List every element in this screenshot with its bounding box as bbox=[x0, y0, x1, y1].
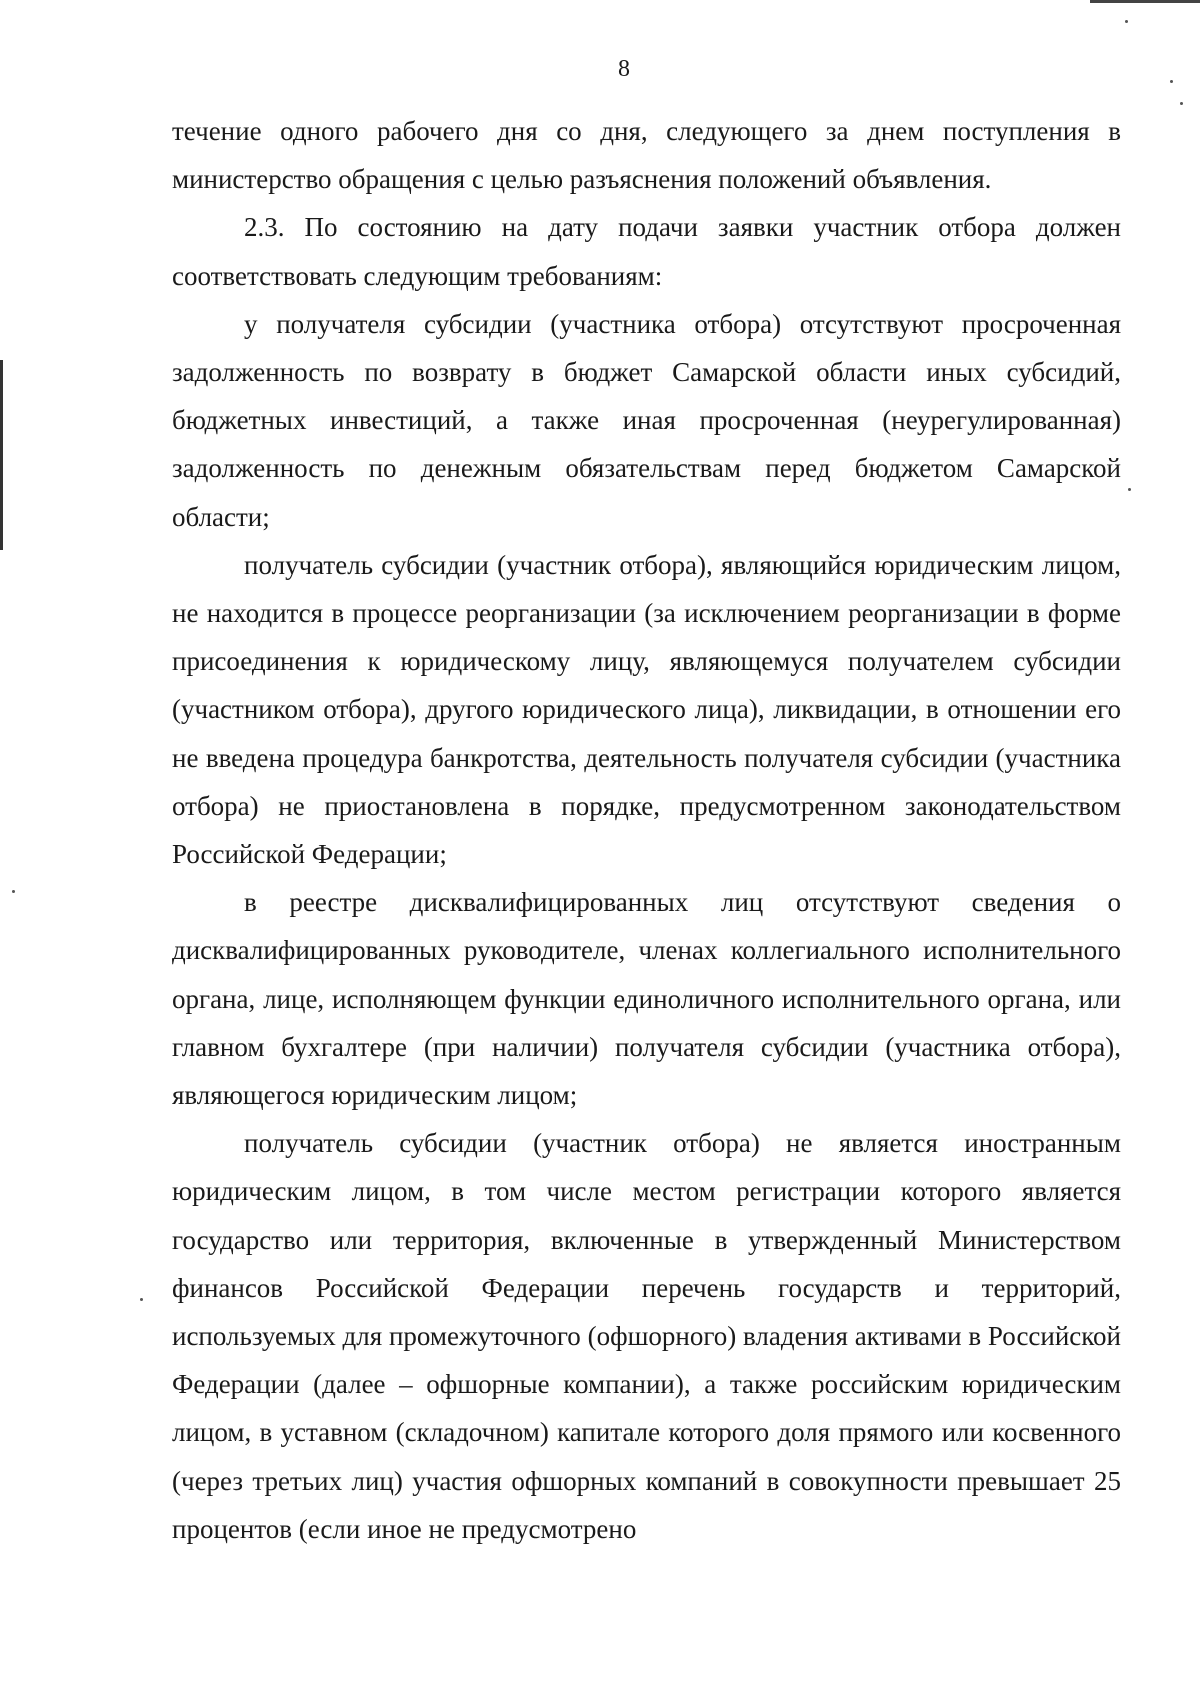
scan-speck bbox=[1180, 102, 1183, 105]
paragraph: получатель субсидии (участник отбора), являющийся юридическим лицом, не находится в процессе реорганизации (за исключением реорганизации в форме присоединения к юридическому лицу, являющемуся получателем субсидии (участником отбора), другого юридического лица), ликвидации, в отношении его не введена процедура банкротства, деятельность получателя субсидии (участника отбора) не приостановлена в порядке, предусмотренном законодательством Российской Федерации; bbox=[172, 549, 1121, 870]
scan-speck bbox=[1128, 488, 1131, 491]
scan-speck bbox=[12, 890, 15, 893]
page-number: 8 bbox=[618, 56, 630, 82]
body-text bbox=[172, 107, 1121, 1553]
paragraph: течение одного рабочего дня со дня, следующего за днем поступления в министерство обращения с целью разъяснения положений объявления. bbox=[172, 116, 1121, 195]
paragraph: в реестре дисквалифицированных лиц отсутствуют сведения о дисквалифицированных руководителе, членах коллегиального исполнительного органа, лице, исполняющем функции единоличного исполнительного органа, или главном бухгалтере (при наличии) получателя субсидии (участника отбора), являющегося юридическим лицом; bbox=[172, 887, 1121, 1111]
scan-artifact-line bbox=[1090, 0, 1200, 3]
scan-speck bbox=[1125, 20, 1128, 23]
paragraph: получатель субсидии (участник отбора) не является иностранным юридическим лицом, в том числе местом регистрации которого является государство или территория, включенные в утвержденный Министерством финансов Российской Федерации перечень государств и территорий, используемых для промежуточного (офшорного) владения активами в Российской Федерации (далее – офшорные компании), а также российским юридическим лицом, в уставном (складочном) капитале которого доля прямого или косвенного (через третьих лиц) участия офшорных компаний в совокупности превышает 25 процентов (если иное не предусмотрено bbox=[172, 1128, 1121, 1544]
scan-artifact-line bbox=[0, 360, 3, 550]
paragraph: 2.3. По состоянию на дату подачи заявки участник отбора должен соответствовать следующим требованиям: bbox=[172, 212, 1121, 291]
scan-speck bbox=[140, 1298, 143, 1301]
paragraph: у получателя субсидии (участника отбора) отсутствуют просроченная задолженность по возврату в бюджет Самарской области иных субсидий, бюджетных инвестиций, а также иная просроченная (неурегулированная) задолженность по денежным обязательствам перед бюджетом Самарской области; bbox=[172, 308, 1121, 532]
